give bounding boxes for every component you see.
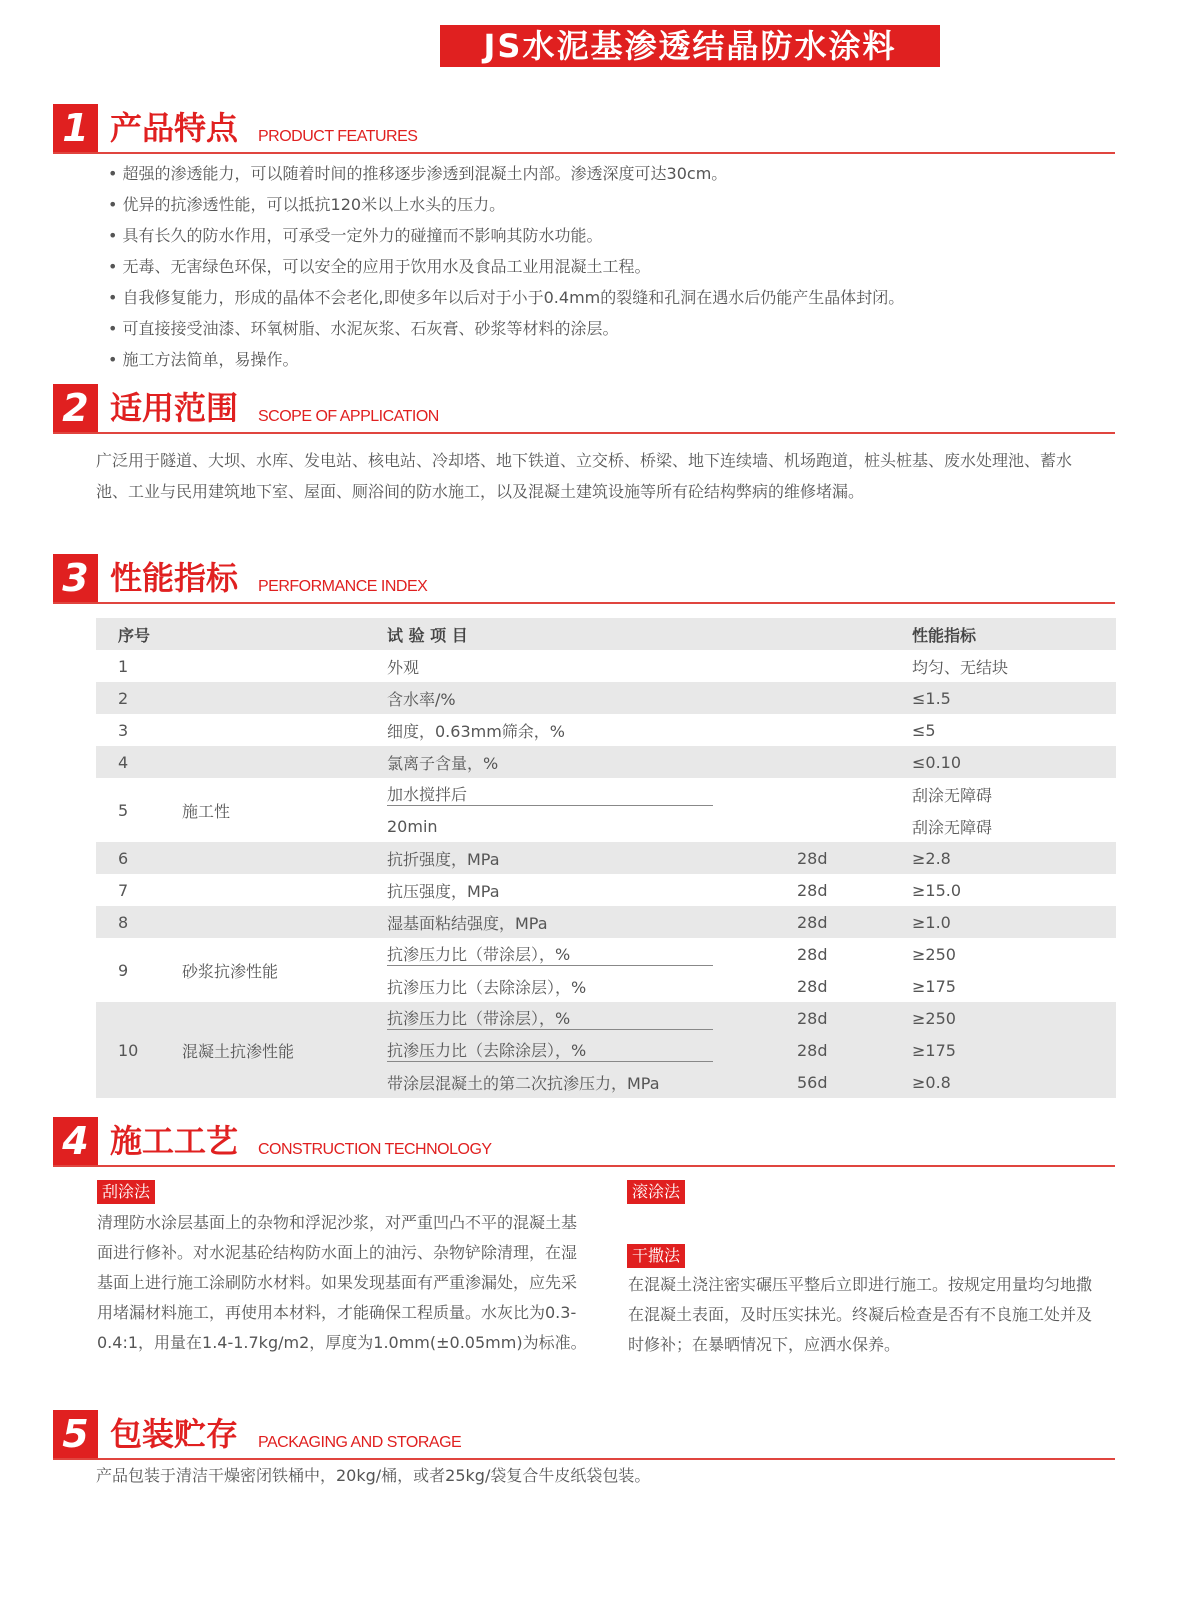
section-header-features [53, 104, 1115, 154]
dry-method-tag: 干撒法 [627, 1244, 685, 1268]
list-item: • 具有长久的防水作用，可承受一定外力的碰撞而不影响其防水功能。 [108, 220, 904, 251]
table-row: 9 砂浆抗渗性能 抗渗压力比（带涂层），% 28d ≥250 [96, 938, 1116, 970]
section-header-construction [53, 1117, 1115, 1167]
scope-text: 广泛用于隧道、大坝、水库、发电站、核电站、冷却塔、地下铁道、立交桥、桥梁、地下连续墙、机场跑道，桩头桩基、废水处理池、蓄水池、工业与民用建筑地下室、屋面、厕浴间的防水施工，以及混凝土建筑设施等所有砼结构弊病的维修堵漏。 [96, 451, 1073, 501]
section-number: 1 [53, 104, 98, 152]
section-number: 3 [53, 554, 98, 602]
table-row: 3 细度，0.63mm筛余，% ≤5 [118, 720, 936, 741]
section-subtitle: CONSTRUCTION TECHNOLOGY [258, 1141, 492, 1158]
section-subtitle: PACKAGING AND STORAGE [258, 1434, 462, 1451]
table-row: 5 施工性 加水搅拌后 刮涂无障碍 [96, 778, 1116, 810]
table-row: 抗渗压力比（去除涂层），% 28d ≥175 [96, 1034, 1116, 1066]
table-row: 2 含水率/% ≤1.5 [96, 682, 1116, 714]
section-subtitle: PERFORMANCE INDEX [258, 578, 428, 595]
roll-method-tag: 滚涂法 [627, 1180, 685, 1204]
list-item: • 优异的抗渗透性能，可以抵抗120米以上水头的压力。 [108, 189, 904, 220]
section-title: 适用范围 [110, 389, 239, 427]
section-title: 包装贮存 [110, 1415, 239, 1453]
header-index: 性能指标 [912, 618, 1116, 650]
scrape-method-tag: 刮涂法 [97, 1180, 155, 1204]
section-number: 4 [53, 1117, 98, 1165]
table-row: 1 外观 均匀、无结块 [118, 656, 1009, 677]
section-subtitle: PRODUCT FEATURES [258, 128, 418, 145]
list-item: • 超强的渗透能力，可以随着时间的推移逐步渗透到混凝土内部。渗透深度可达30cm。 [108, 158, 904, 189]
list-item: • 自我修复能力，形成的晶体不会老化,即使多年以后对于小于0.4mm的裂缝和孔洞在遇水后仍能产生晶体封闭。 [108, 282, 904, 313]
section-subtitle: SCOPE OF APPLICATION [258, 408, 439, 425]
packaging-text: 产品包装于清洁干燥密闭铁桶中，20kg/桶，或者25kg/袋复合牛皮纸袋包装。 [96, 1466, 651, 1485]
table-row: 抗渗压力比（去除涂层），% 28d ≥175 [387, 976, 956, 997]
features-list [108, 158, 904, 375]
header-item: 试 验 项 目 [387, 618, 797, 650]
table-row: 8 湿基面粘结强度，MPa 28d ≥1.0 [96, 906, 1116, 938]
table-row: 4 氯离子含量，% ≤0.10 [96, 746, 1116, 778]
section-header-scope [53, 384, 1115, 434]
table-row: 带涂层混凝土的第二次抗渗压力，MPa 56d ≥0.8 [96, 1066, 1116, 1098]
section-title: 产品特点 [110, 109, 239, 147]
performance-table [96, 618, 1116, 1098]
table-row: 7 抗压强度，MPa 28d ≥15.0 [118, 880, 962, 901]
list-item: • 无毒、无害绿色环保，可以安全的应用于饮用水及食品工业用混凝土工程。 [108, 251, 904, 282]
section-header-packaging [53, 1410, 1115, 1460]
table-row: 10 混凝土抗渗性能 抗渗压力比（带涂层），% 28d ≥250 [96, 1002, 1116, 1034]
section-title: 施工工艺 [110, 1122, 239, 1160]
dry-method-text: 在混凝土浇注密实碾压平整后立即进行施工。按规定用量均匀地撒在混凝土表面，及时压实抹光。终凝后检查是否有不良施工处并及时修补；在暴晒情况下，应洒水保养。 [628, 1275, 1093, 1354]
list-item: • 施工方法简单，易操作。 [108, 344, 904, 375]
section-number: 5 [53, 1410, 98, 1458]
section-number: 2 [53, 384, 98, 432]
section-title: 性能指标 [110, 559, 239, 597]
document-title: JS水泥基渗透结晶防水涂料 [440, 25, 940, 67]
list-item: • 可直接接受油漆、环氧树脂、水泥灰浆、石灰膏、砂浆等材料的涂层。 [108, 313, 904, 344]
header-no: 序号 [96, 618, 182, 650]
table-row: 20min 刮涂无障碍 [387, 816, 993, 837]
section-header-performance [53, 554, 1115, 604]
scrape-method-text: 清理防水涂层基面上的杂物和浮泥沙浆，对严重凹凸不平的混凝土基面进行修补。对水泥基砼结构防水面上的油污、杂物铲除清理，在湿基面上进行施工涂刷防水材料。如果发现基面有严重渗漏处，应先采用堵漏材料施工，再使用本材料，才能确保工程质量。水灰比为0.3-0.4:1，用量在1.4-1.7kg/m2，厚度为1.0mm(±0.05mm)为标准。 [97, 1213, 587, 1352]
table-row: 6 抗折强度，MPa 28d ≥2.8 [96, 842, 1116, 874]
